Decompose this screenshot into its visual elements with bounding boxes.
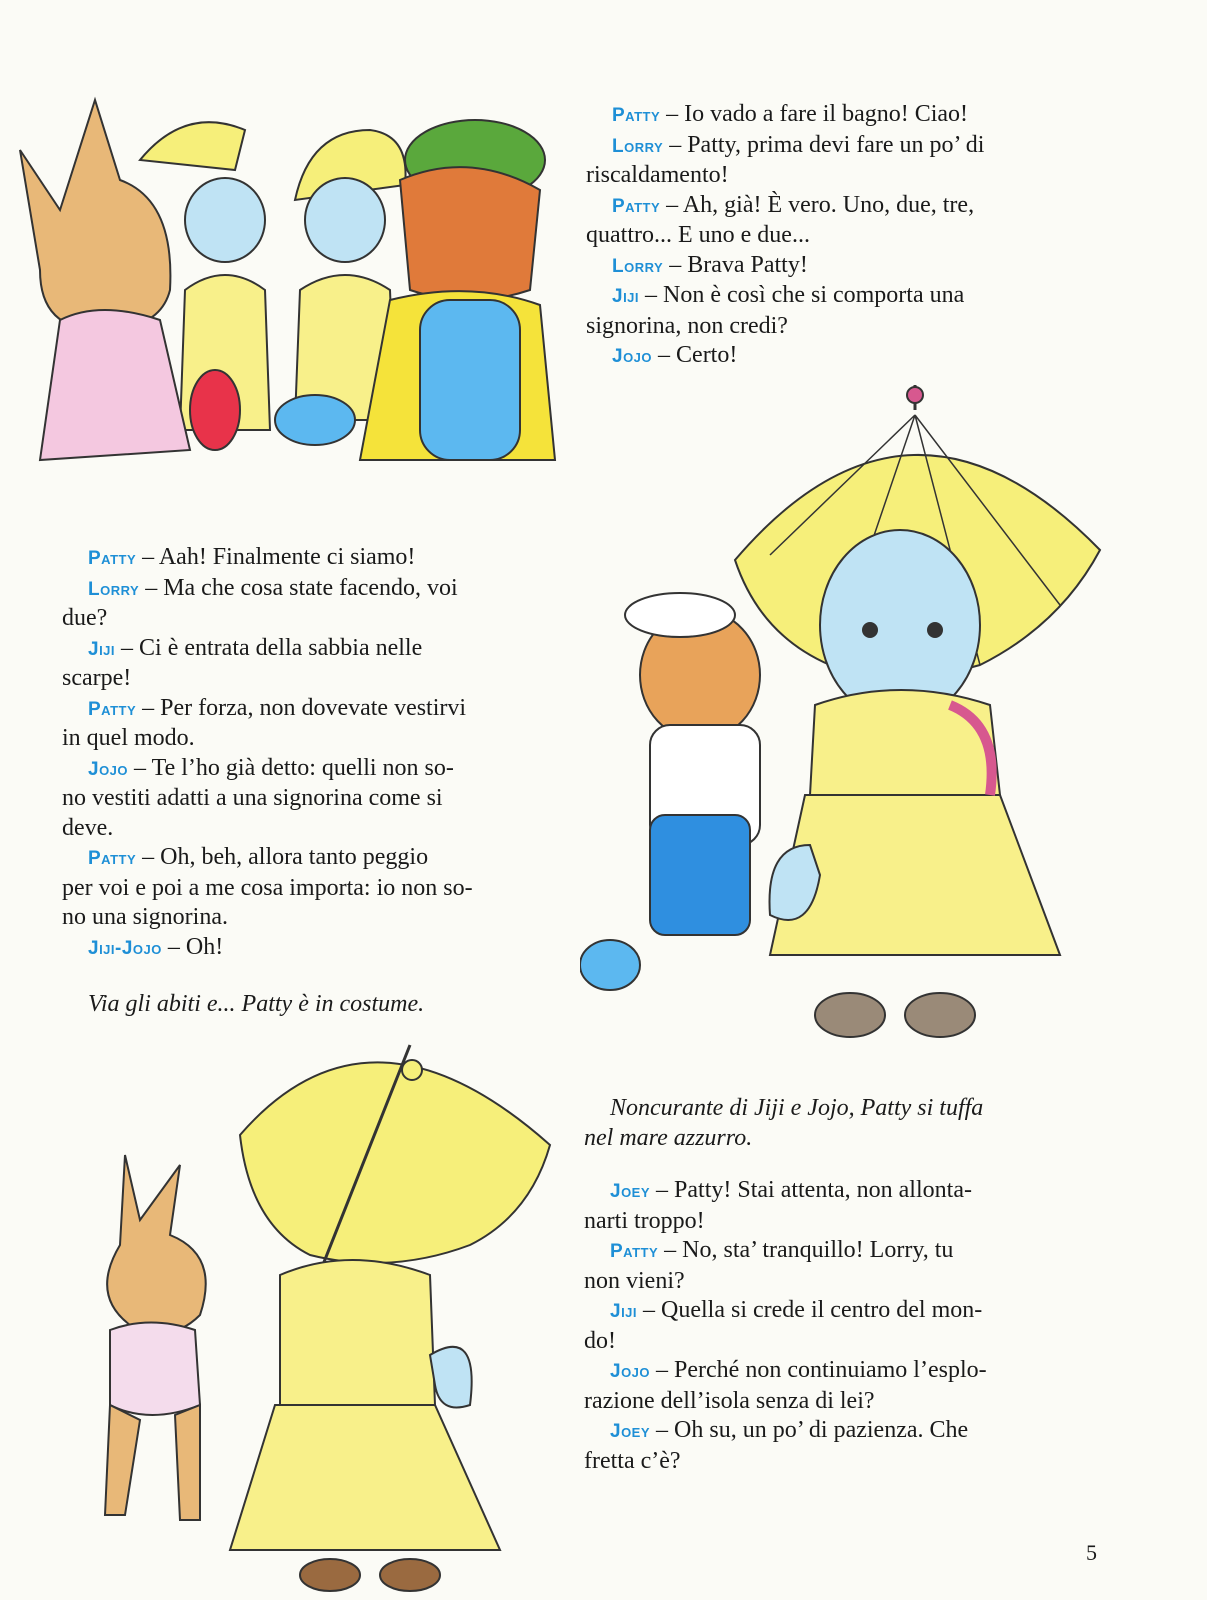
dialogue-line [586,191,1088,251]
dialogue-text: – Aah! Finalmente ci siamo! [142,544,416,570]
dialogue-line [62,694,564,754]
dialogue-line [586,251,1088,282]
dialogue-line [62,574,564,634]
dialogue-text: – Te l’ho già detto: quelli non so- [134,754,454,781]
dialogue-text: – Brava Patty! [669,251,808,278]
dialogue-text: do! [584,1327,616,1354]
dialogue-text: – Perché non continuiamo l’esplo- [656,1357,987,1383]
illustration-bunny-swimsuit [50,1025,570,1600]
dialogue-text: signorina, non credi? [586,312,788,339]
speaker-name: Patty [612,105,661,126]
dialogue-text: quattro... E uno e due... [586,222,810,248]
dialogue-text: – Oh! [167,933,224,960]
dialogue-line [586,281,1088,341]
dialogue-text: deve. [62,814,114,841]
dialogue-text: – Oh, beh, allora tanto peggio [142,844,429,870]
dialogue-text: razione dell’isola senza di lei? [584,1387,875,1414]
speaker-name: Patty [612,195,661,217]
narration-text: nel mare azzurro. [584,1124,753,1151]
speaker-name: Jojo [612,346,653,367]
illustration-group-sitting [0,90,570,480]
dialogue-text: – No, sta’ tranquillo! Lorry, tu [664,1237,954,1263]
speaker-name: Jojo [88,758,129,780]
dialogue-text: due? [62,605,108,631]
dialogue-text: – Io vado a fare il bagno! Ciao! [666,101,969,127]
dialogue-line [584,1296,1086,1356]
dialogue-line [584,1416,1086,1476]
dialogue-line [62,933,564,964]
dialogue-text: – Patty, prima devi fare un po’ di [669,131,985,158]
speaker-name: Patty [88,848,137,869]
dialogue-text: – Non è così che si comporta una [645,282,965,308]
page-number: 5 [1086,1540,1097,1565]
dialogue-text: no vestiti adatti a una signorina come si [62,785,443,811]
speaker-name: Joey [610,1421,651,1442]
dialogue-text: non vieni? [584,1267,685,1294]
dialogue-text: fretta c’è? [584,1447,681,1474]
dialogue-line [62,754,564,844]
speaker-name: Jiji-Jojo [88,937,162,959]
dialogue-line [584,1176,1086,1236]
speaker-name: Patty [88,548,137,569]
speaker-name: Jiji [612,286,640,307]
dialogue-text: – Certo! [658,342,738,368]
speaker-name: Jiji [610,1301,638,1322]
dialogue-text: – Ma che cosa state facendo, voi [145,574,458,601]
speaker-name: Joey [610,1181,651,1202]
dialogue-text: – Quella si crede il centro del mon- [643,1297,983,1323]
dialogue-line [584,1236,1086,1296]
speaker-name: Jojo [610,1361,651,1382]
dialogue-text: – Patty! Stai attenta, non allonta- [656,1177,972,1203]
narration-text: Noncurante di Jiji e Jojo, Patty si tuffa [610,1095,984,1121]
dialogue-line [586,100,1088,131]
dialogue-line [62,634,564,694]
dialogue-line [586,131,1088,191]
speaker-name: Lorry [612,255,664,277]
dialogue-text: in quel modo. [62,725,195,751]
dialogue-right-top [586,100,1088,372]
dialogue-right-bottom [584,1176,1086,1476]
narration-text: Via gli abiti e... Patty è in costume. [88,991,425,1017]
dialogue-text: narti troppo! [584,1207,705,1234]
dialogue-text: – Ci è entrata della sabbia nelle [121,634,423,661]
dialogue-text: scarpe! [62,665,132,691]
narration-left [88,990,568,1020]
dialogue-line [62,843,564,933]
dialogue-text: – Ah, già! È vero. Uno, due, tre, [666,191,975,218]
dialogue-left-middle [62,543,564,963]
narration-right [584,1094,1090,1153]
dialogue-line [62,543,564,574]
dialogue-text: no una signorina. [62,904,228,930]
dialogue-line [584,1356,1086,1416]
dialogue-line [586,341,1088,372]
speaker-name: Jiji [88,638,116,660]
speaker-name: Patty [610,1241,659,1262]
dialogue-text: – Per forza, non dovevate vestirvi [142,694,467,721]
illustration-cat-with-umbrella [580,375,1120,1065]
speaker-name: Lorry [612,135,664,157]
dialogue-text: riscaldamento! [586,162,729,188]
dialogue-text: per voi e poi a me cosa importa: io non so- [62,874,473,901]
dialogue-text: – Oh su, un po’ di pazienza. Che [656,1417,969,1443]
speaker-name: Patty [88,698,137,720]
speaker-name: Lorry [88,578,140,600]
